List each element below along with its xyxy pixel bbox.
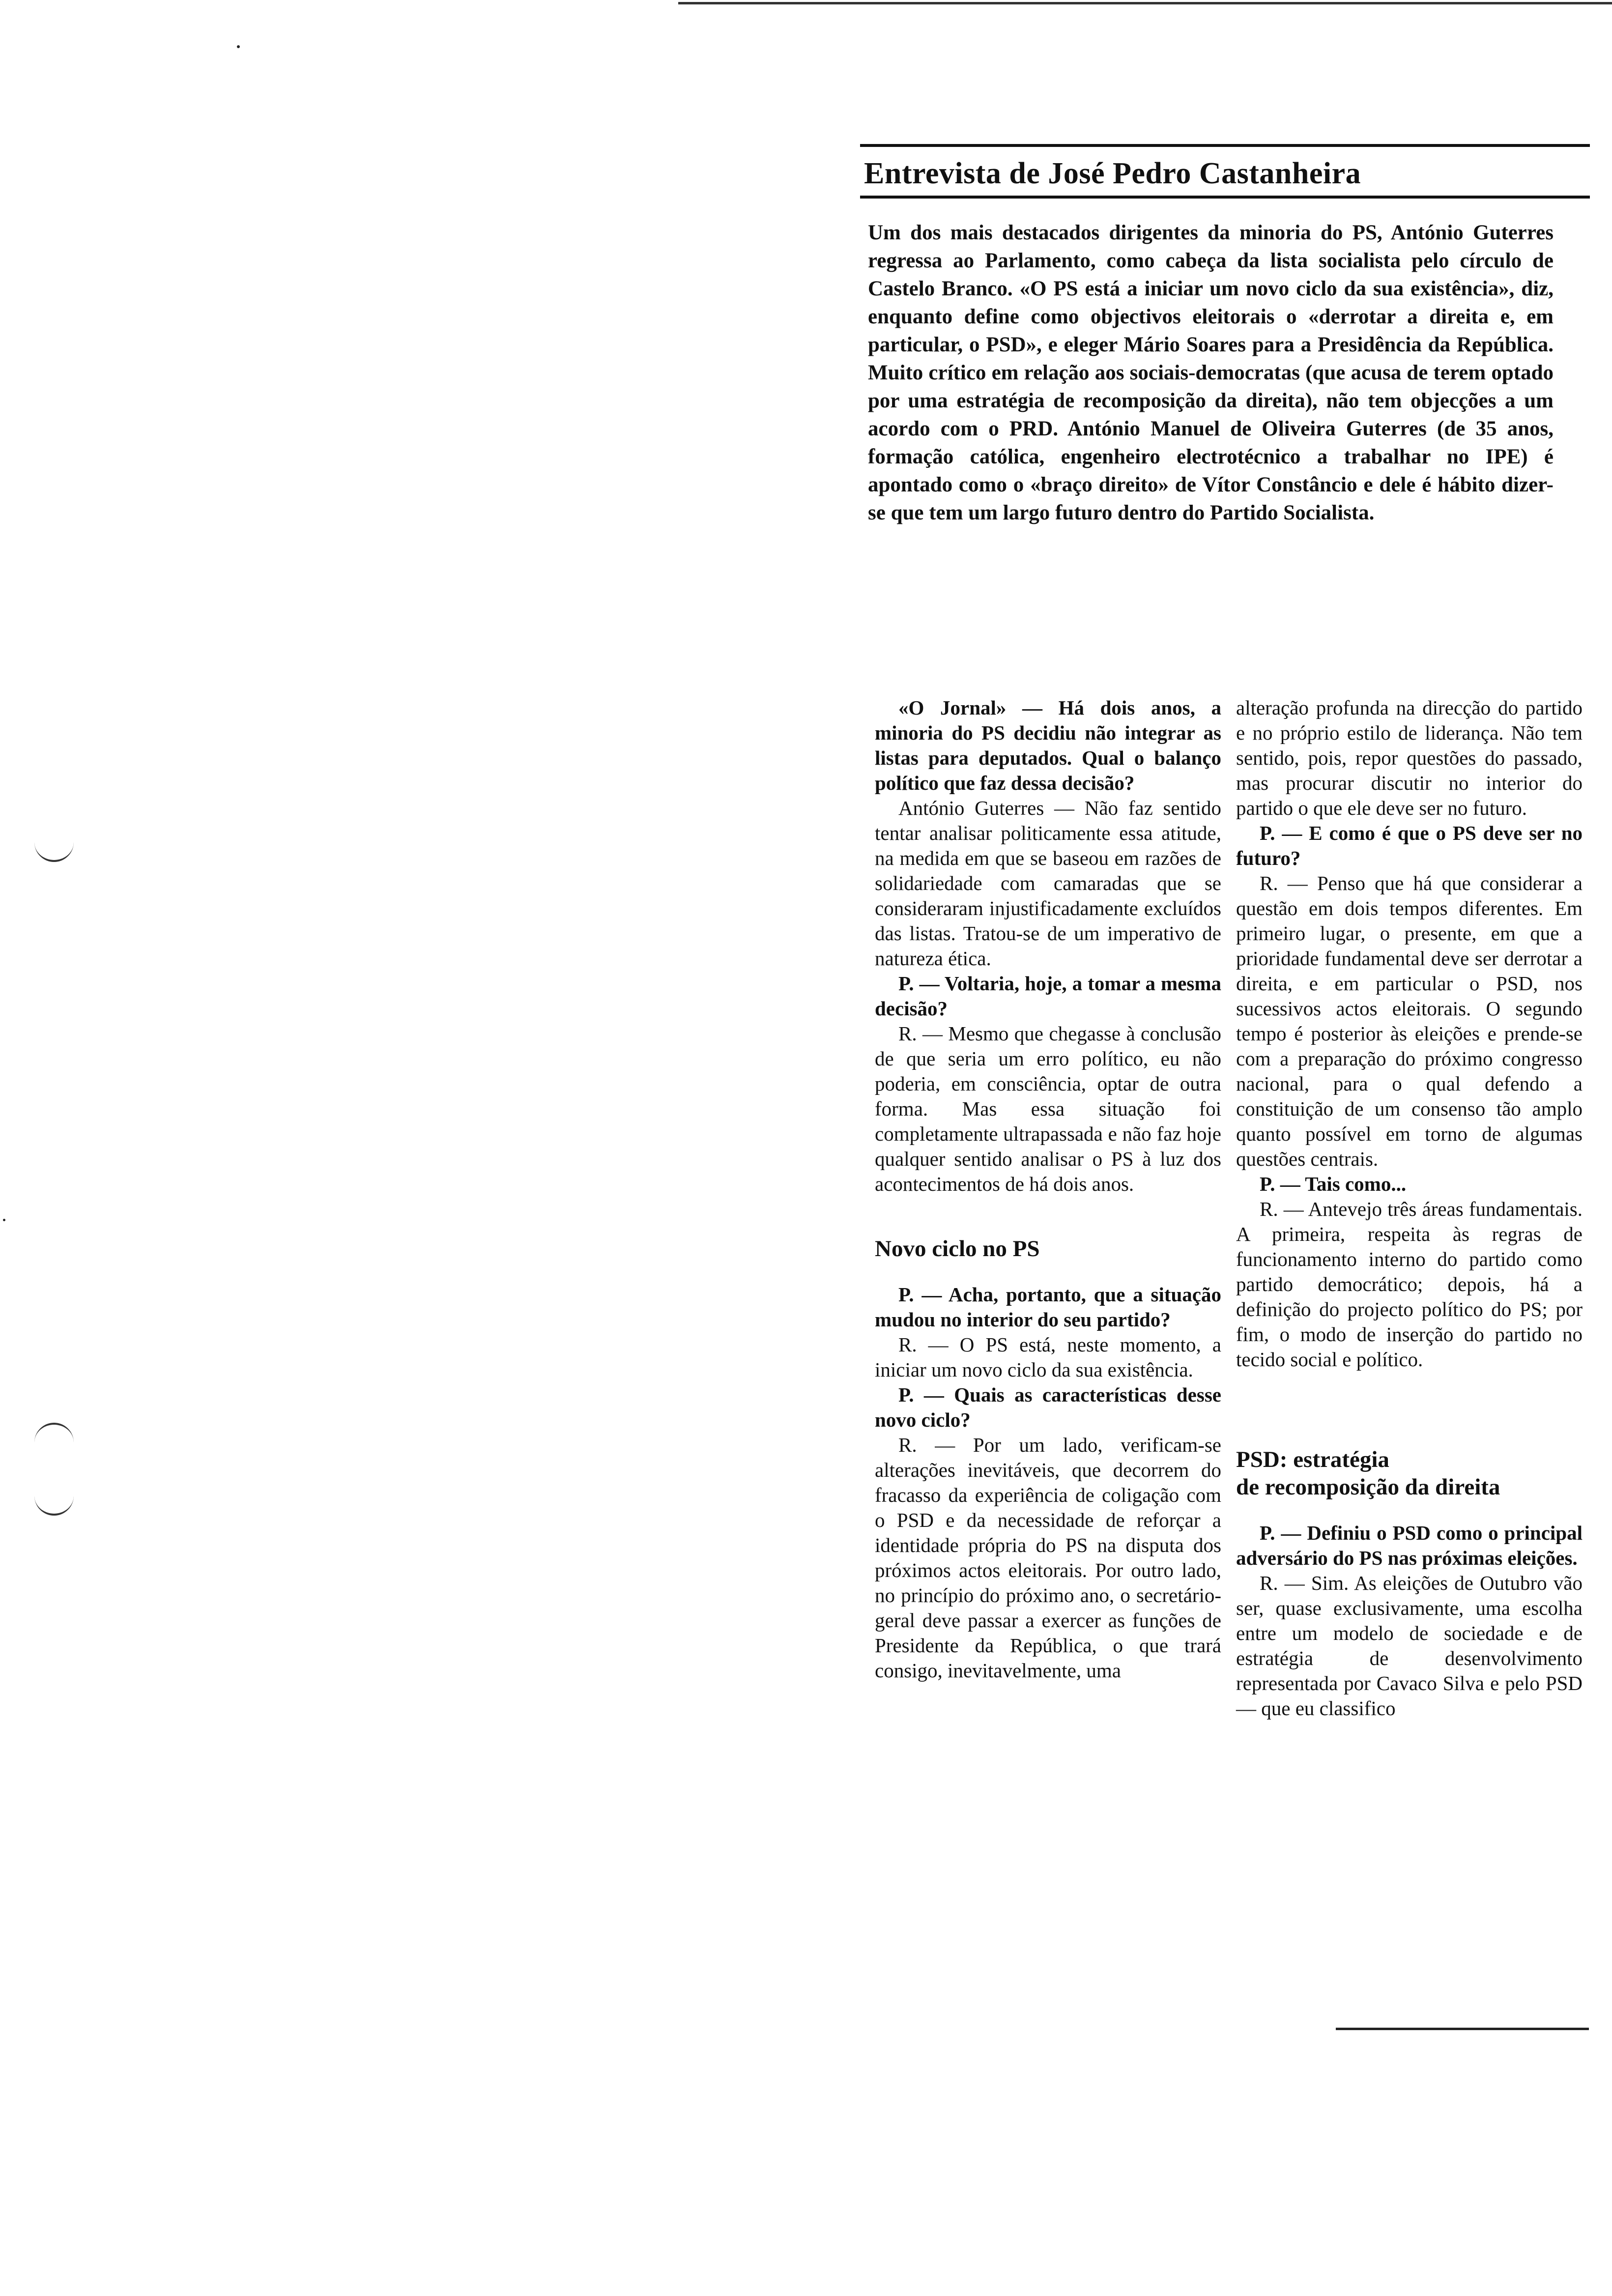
scan-dust-speck: [237, 45, 240, 48]
interview-question: P. — Acha, portanto, que a situação mudou no interior do seu partido?: [875, 1283, 1221, 1331]
interview-answer: R. — O PS está, neste momento, a iniciar um novo ciclo da sua existência.: [875, 1333, 1221, 1381]
article-byline-header: Entrevista de José Pedro Castanheira: [864, 157, 1361, 190]
interview-answer: António Guterres — Não faz sentido tentar analisar politicamente essa atitude, na medida em que se baseou em razões de solidariedade com camaradas que se consideraram injustificadamente excluídos das listas. Tratou-se de um imperativo de natureza ética.: [875, 797, 1221, 970]
section-subheading: Novo ciclo no PS: [875, 1236, 1040, 1262]
article-column-1: [875, 695, 1221, 1683]
interview-answer: R. — Por um lado, verificam-se alterações inevitáveis, que decorrem do fracasso da experiência de coligação com o PSD e da necessidade de reforçar a identidade própria do PS na disputa dos próximos actos eleitorais. Por outro lado, no princípio do próximo ano, o secretário-geral deve passar a exercer as funções de Presidente da República, o que trará consigo, inevitavelmente, uma: [875, 1434, 1221, 1682]
header-top-rule: [860, 144, 1590, 147]
section-subheading: [1236, 1446, 1583, 1501]
scan-binding-mark: [34, 835, 74, 862]
article-lead-paragraph: Um dos mais destacados dirigentes da minoria do PS, António Guterres regressa ao Parlamento, como cabeça da lista socialista pelo círculo de Castelo Branco. «O PS está a iniciar um novo ciclo da sua existência», diz, enquanto define como objectivos eleitorais o «derrotar a direita e, em particular, o PSD», e eleger Mário Soares para a Presidência da República. Muito crítico em relação aos sociais-democratas (que acusa de terem optado por uma estratégia de recomposição da direita), não tem objecções a um acordo com o PRD. António Manuel de Oliveira Guterres (de 35 anos, formação católica, engenheiro electrotécnico a trabalhar no IPE) é apontado como o «braço direito» de Vítor Constâncio e dele é hábito dizer-se que tem um largo futuro dentro do Partido Socialista.: [868, 221, 1554, 524]
section-subheading-line-1: PSD: estratégia: [1236, 1447, 1389, 1472]
article-end-rule: [1336, 2028, 1589, 2030]
interview-question: P. — Voltaria, hoje, a tomar a mesma decisão?: [875, 972, 1221, 1020]
header-bottom-rule: [860, 196, 1590, 199]
interview-answer: R. — Sim. As eleições de Outubro vão ser, quase exclusivamente, uma escolha entre um modelo de sociedade e de estratégia de desenvolvimento representada por Cavaco Silva e pelo PSD — que eu classifico: [1236, 1572, 1583, 1720]
interview-question: P. — Definiu o PSD como o principal adversário do PS nas próximas eleições.: [1236, 1521, 1583, 1569]
interview-answer: R. — Mesmo que chegasse à conclusão de que seria um erro político, eu não poderia, em consciência, optar de outra forma. Mas essa situação foi completamente ultrapassada e não faz hoje qualquer sentido analisar o PS à luz dos acontecimentos de há dois anos.: [875, 1022, 1221, 1195]
article-column-2: [1236, 695, 1583, 1721]
interview-answer: R. — Penso que há que considerar a questão em dois tempos diferentes. Em primeiro lugar, o presente, em que a prioridade fundamental deve ser derrotar a direita, e em particular o PSD, nos sucessivos actos eleitorais. O segundo tempo é posterior às eleições e prende-se com a preparação do próximo congresso nacional, para o qual defendo a constituição de um consenso tão amplo quanto possível em torno de algumas questões centrais.: [1236, 872, 1583, 1170]
interview-answer: R. — Antevejo três áreas fundamentais. A primeira, respeita às regras de funcionamento interno do partido como partido democrático; depois, há a definição do projecto político do PS; por fim, o modo de inserção do partido no tecido social e político.: [1236, 1198, 1583, 1371]
section-subheading-line-2: de recomposição da direita: [1236, 1474, 1500, 1500]
interview-question: «O Jornal» — Há dois anos, a minoria do PS decidiu não integrar as listas para deputados. Qual o balanço político que faz dessa decisão?: [875, 696, 1221, 794]
interview-question: P. — Quais as características desse novo ciclo?: [875, 1383, 1221, 1431]
interview-question: P. — E como é que o PS deve ser no futuro?: [1236, 822, 1583, 869]
interview-question: P. — Tais como...: [1260, 1173, 1407, 1195]
interview-answer-continued: alteração profunda na direcção do partido e no próprio estilo de liderança. Não tem sentido, pois, repor questões do passado, mas procurar discutir no interior do partido o que ele deve ser no futuro.: [1236, 696, 1583, 819]
scan-binding-mark: [34, 1494, 74, 1516]
scan-binding-mark: [34, 1423, 74, 1444]
scan-dust-speck: [3, 1219, 5, 1221]
scan-top-edge-line: [678, 2, 1612, 4]
